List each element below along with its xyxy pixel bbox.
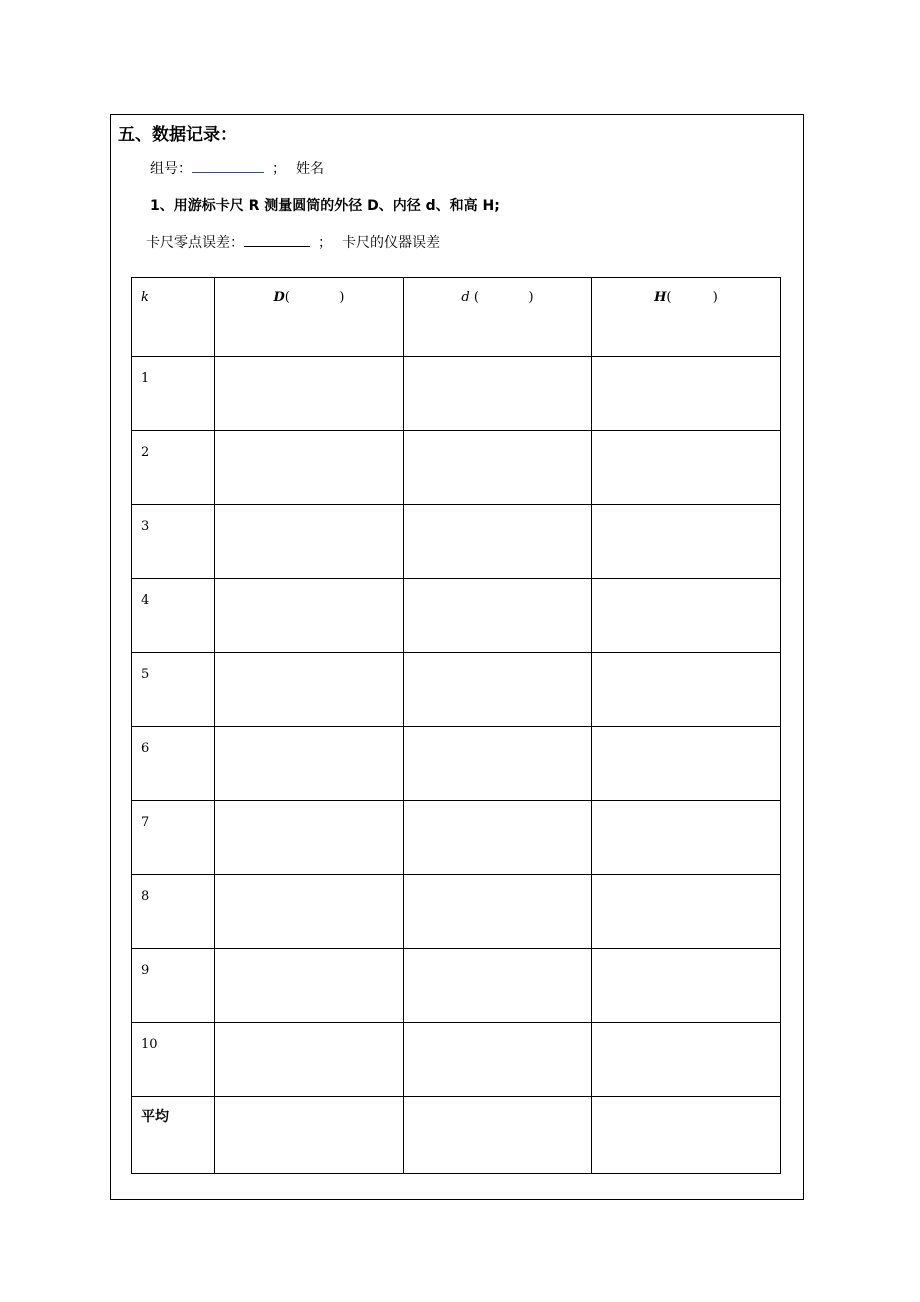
cell-d-value[interactable] [404, 875, 592, 949]
row-index-cell [132, 431, 215, 505]
section-title: 五、数据记录： [118, 125, 237, 145]
row-index: 5 [141, 667, 150, 682]
row-index: 2 [141, 445, 150, 460]
cell-H-value[interactable] [592, 727, 781, 801]
table-row [132, 1023, 781, 1097]
cell-D-value[interactable] [215, 1023, 404, 1097]
row-index-cell [132, 579, 215, 653]
table-row [132, 505, 781, 579]
average-D-value[interactable] [215, 1097, 404, 1174]
row-index: 10 [141, 1037, 158, 1052]
header-d-symbol: d [461, 290, 470, 305]
group-number-field[interactable] [192, 158, 264, 173]
row-index-cell [132, 357, 215, 431]
header-H-unit: ( ) [666, 290, 718, 305]
name-label: 姓名 [296, 161, 324, 177]
cell-H-value[interactable] [592, 431, 781, 505]
average-row [132, 1097, 781, 1174]
table-row [132, 357, 781, 431]
cell-d-value[interactable] [404, 949, 592, 1023]
cell-d-value[interactable] [404, 1023, 592, 1097]
table-row [132, 431, 781, 505]
table-row [132, 579, 781, 653]
zero-error-label: 卡尺零点误差： [146, 235, 244, 251]
row-index-cell [132, 653, 215, 727]
table-row [132, 875, 781, 949]
cell-d-value[interactable] [404, 727, 592, 801]
measurement-table [131, 277, 781, 1174]
row-index-cell [132, 1023, 215, 1097]
row-index: 3 [141, 519, 150, 534]
header-H [592, 278, 780, 306]
zero-error-field[interactable] [244, 232, 310, 247]
table-row [132, 801, 781, 875]
table-row [132, 727, 781, 801]
cell-H-value[interactable] [592, 505, 781, 579]
cell-d-value[interactable] [404, 431, 592, 505]
group-separator: ； [272, 161, 286, 177]
cell-D-value[interactable] [215, 949, 404, 1023]
row-index: 1 [141, 371, 150, 386]
cell-D-value[interactable] [215, 579, 404, 653]
cell-H-value[interactable] [592, 579, 781, 653]
row-index-cell [132, 801, 215, 875]
row-index-cell [132, 949, 215, 1023]
header-d-unit: ( ) [469, 290, 534, 305]
table-header-row [132, 278, 781, 357]
row-index: 6 [141, 741, 150, 756]
row-index: 8 [141, 889, 150, 904]
header-k: k [141, 290, 149, 305]
row-index: 9 [141, 963, 150, 978]
header-d [404, 278, 591, 306]
row-index: 7 [141, 815, 150, 830]
cell-D-value[interactable] [215, 801, 404, 875]
cell-D-value[interactable] [215, 357, 404, 431]
average-label-cell [132, 1097, 215, 1174]
cell-H-value[interactable] [592, 801, 781, 875]
row-index: 4 [141, 593, 150, 608]
header-D-cell [215, 278, 404, 357]
row-index-cell [132, 727, 215, 801]
average-H-value[interactable] [592, 1097, 781, 1174]
header-H-symbol: H [654, 290, 667, 305]
cell-H-value[interactable] [592, 1023, 781, 1097]
error-separator: ； [318, 235, 332, 251]
instrument-error-label: 卡尺的仪器误差 [342, 235, 440, 251]
row-index-cell [132, 505, 215, 579]
cell-d-value[interactable] [404, 579, 592, 653]
cell-H-value[interactable] [592, 949, 781, 1023]
cell-d-value[interactable] [404, 801, 592, 875]
row-index-cell [132, 875, 215, 949]
cell-H-value[interactable] [592, 875, 781, 949]
step-instruction: 1、用游标卡尺 R 测量圆筒的外径 D、内径 d、和高 H; [150, 198, 500, 214]
cell-D-value[interactable] [215, 653, 404, 727]
table-row [132, 949, 781, 1023]
header-D-symbol: D [273, 290, 285, 305]
cell-d-value[interactable] [404, 653, 592, 727]
table-row [132, 653, 781, 727]
error-line [146, 232, 440, 253]
cell-d-value[interactable] [404, 357, 592, 431]
cell-d-value[interactable] [404, 505, 592, 579]
cell-H-value[interactable] [592, 357, 781, 431]
cell-H-value[interactable] [592, 653, 781, 727]
group-label: 组号： [150, 161, 192, 177]
cell-D-value[interactable] [215, 431, 404, 505]
header-H-cell [592, 278, 781, 357]
header-D-unit: ( ) [284, 290, 345, 305]
cell-D-value[interactable] [215, 875, 404, 949]
header-D [215, 278, 403, 306]
average-d-value[interactable] [404, 1097, 592, 1174]
cell-D-value[interactable] [215, 727, 404, 801]
cell-D-value[interactable] [215, 505, 404, 579]
header-k-cell [132, 278, 215, 357]
group-line [150, 158, 324, 179]
header-d-cell [404, 278, 592, 357]
average-label: 平均 [141, 1109, 169, 1125]
